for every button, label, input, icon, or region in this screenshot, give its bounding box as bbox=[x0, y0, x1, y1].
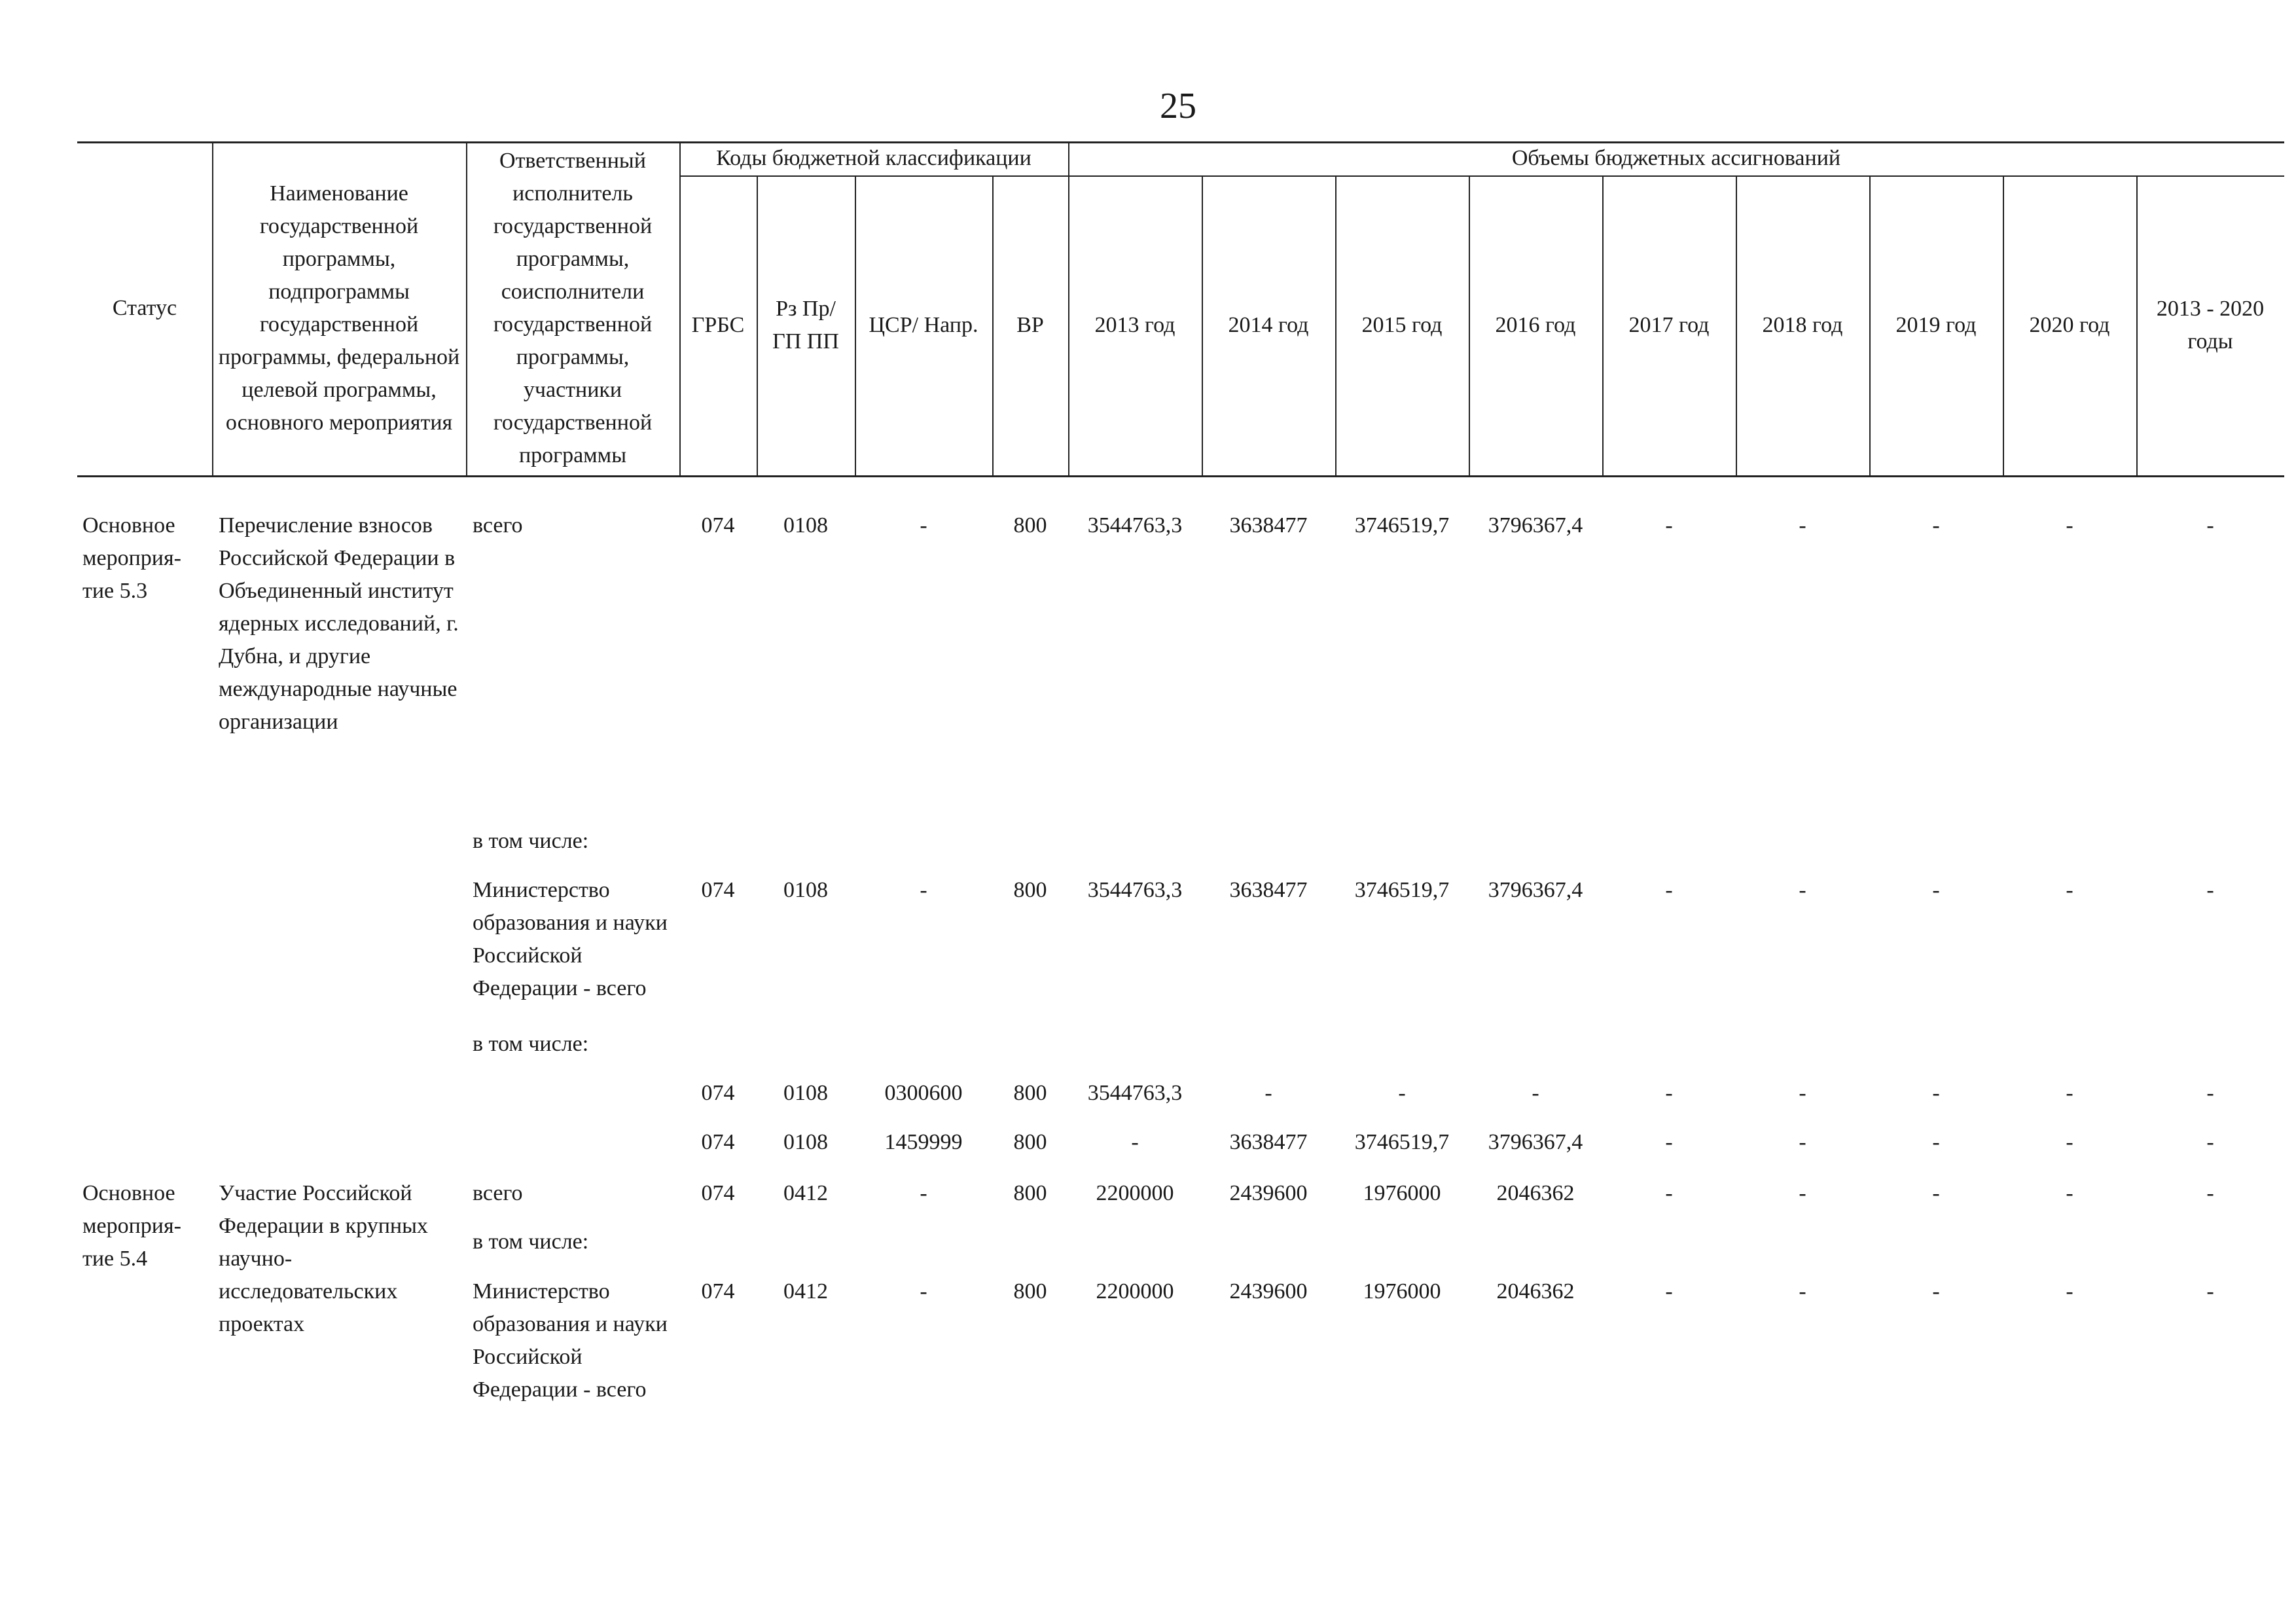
row-csr: - bbox=[920, 878, 927, 902]
row-value: 3544763,3 bbox=[1087, 1081, 1183, 1105]
header-grbs: ГРБС bbox=[691, 313, 745, 337]
row-csr: 0300600 bbox=[884, 1081, 963, 1105]
row-value: - bbox=[1932, 1081, 1940, 1105]
row-value: - bbox=[1932, 878, 1940, 902]
header-bottom-rule bbox=[77, 475, 2284, 477]
row-value: - bbox=[2206, 878, 2214, 902]
row-value: 3544763,3 bbox=[1087, 878, 1183, 902]
row-value: 3796367,4 bbox=[1488, 1130, 1583, 1154]
row-vr: 800 bbox=[1013, 1081, 1047, 1105]
row-value: 3746519,7 bbox=[1354, 878, 1450, 902]
header-vr: ВР bbox=[1016, 313, 1044, 337]
row-value: - bbox=[2066, 1279, 2073, 1304]
row-value: 2200000 bbox=[1096, 1181, 1174, 1205]
row-value: - bbox=[2066, 513, 2073, 538]
row-value: - bbox=[1799, 878, 1806, 902]
row-value: - bbox=[1665, 1181, 1673, 1205]
header-year: 2018 год bbox=[1762, 313, 1843, 337]
header-year: 2015 год bbox=[1361, 313, 1443, 337]
header-divider bbox=[466, 141, 467, 475]
row-executor: Министерство образования и науки Российской Федерации - всего bbox=[473, 1279, 668, 1402]
header-year: 2013 год bbox=[1094, 313, 1175, 337]
header-year: 2013 - 2020 годы bbox=[2156, 297, 2265, 354]
header-year: 2019 год bbox=[1895, 313, 1977, 337]
row-value: 3638477 bbox=[1229, 1130, 1308, 1154]
row-value: 3796367,4 bbox=[1488, 513, 1583, 538]
row-value: - bbox=[1932, 1279, 1940, 1304]
header-year: 2020 год bbox=[2029, 313, 2110, 337]
row-rzpr: 0108 bbox=[783, 1081, 828, 1105]
header-divider bbox=[757, 175, 758, 475]
row-vr: 800 bbox=[1013, 513, 1047, 538]
row-csr: - bbox=[920, 513, 927, 538]
row-executor: всего bbox=[473, 1181, 523, 1205]
header-divider bbox=[1202, 175, 1203, 475]
row-executor: всего bbox=[473, 513, 523, 538]
row-value: - bbox=[2206, 1130, 2214, 1154]
row-value: - bbox=[2066, 1130, 2073, 1154]
header-csr: ЦСР/ Напр. bbox=[869, 313, 978, 337]
header-volumes-group: Объемы бюджетных ассигнований bbox=[1511, 146, 1841, 170]
row-rzpr: 0108 bbox=[783, 513, 828, 538]
row-rzpr: 0412 bbox=[783, 1181, 828, 1205]
header-divider bbox=[1602, 175, 1604, 475]
row-value: - bbox=[1665, 1279, 1673, 1304]
header-divider bbox=[1068, 141, 1069, 475]
row-csr: 1459999 bbox=[884, 1130, 963, 1154]
header-divider bbox=[1736, 175, 1737, 475]
row-value: - bbox=[1665, 513, 1673, 538]
row-value: - bbox=[1932, 513, 1940, 538]
row-value: 3544763,3 bbox=[1087, 513, 1183, 538]
row-value: 2439600 bbox=[1229, 1181, 1308, 1205]
row-value: - bbox=[1265, 1081, 1272, 1105]
header-divider bbox=[855, 175, 856, 475]
header-divider bbox=[992, 175, 994, 475]
row-value: - bbox=[2066, 878, 2073, 902]
row-csr: - bbox=[920, 1181, 927, 1205]
row-value: - bbox=[2206, 1279, 2214, 1304]
header-divider bbox=[2136, 175, 2138, 475]
row-executor: в том числе: bbox=[473, 1230, 589, 1254]
row-value: - bbox=[1932, 1181, 1940, 1205]
row-executor: в том числе: bbox=[473, 1032, 589, 1056]
header-year: 2017 год bbox=[1628, 313, 1710, 337]
row-value: - bbox=[1799, 513, 1806, 538]
row-vr: 800 bbox=[1013, 1181, 1047, 1205]
row-value: - bbox=[1532, 1081, 1539, 1105]
row-executor: в том числе: bbox=[473, 829, 589, 853]
row-name: Участие Российской Федерации в крупных научно- исследовательских проектах bbox=[219, 1181, 428, 1336]
header-divider bbox=[1469, 175, 1470, 475]
header-status: Статус bbox=[112, 296, 177, 320]
row-value: 3746519,7 bbox=[1354, 513, 1450, 538]
row-value: 2200000 bbox=[1096, 1279, 1174, 1304]
row-rzpr: 0108 bbox=[783, 1130, 828, 1154]
row-value: 2439600 bbox=[1229, 1279, 1308, 1304]
row-name: Перечисление взносов Российской Федерации в Объединенный институт ядерных исследований, г. Дубна, и другие международные научные организации bbox=[219, 513, 459, 734]
header-codes-group: Коды бюджетной классификации bbox=[716, 146, 1031, 170]
row-value: - bbox=[2206, 1181, 2214, 1205]
row-value: - bbox=[2066, 1081, 2073, 1105]
row-executor: Министерство образования и науки Российской Федерации - всего bbox=[473, 878, 668, 1000]
row-grbs: 074 bbox=[701, 1081, 735, 1105]
row-rzpr: 0412 bbox=[783, 1279, 828, 1304]
row-status: Основное мероприя- тие 5.4 bbox=[82, 1181, 181, 1271]
header-year: 2016 год bbox=[1495, 313, 1576, 337]
row-value: - bbox=[1799, 1130, 1806, 1154]
header-executor: Ответственный исполнитель государственной программы, соисполнители государственной программы, участники государственной программы bbox=[493, 149, 653, 467]
header-divider bbox=[2003, 175, 2004, 475]
header-divider bbox=[1869, 175, 1871, 475]
row-value: - bbox=[1665, 1081, 1673, 1105]
row-grbs: 074 bbox=[701, 1130, 735, 1154]
row-grbs: 074 bbox=[701, 513, 735, 538]
row-grbs: 074 bbox=[701, 1279, 735, 1304]
row-value: - bbox=[1665, 878, 1673, 902]
header-divider bbox=[212, 141, 213, 475]
header-divider bbox=[679, 141, 681, 475]
row-value: 2046362 bbox=[1496, 1279, 1575, 1304]
row-rzpr: 0108 bbox=[783, 878, 828, 902]
row-value: 1976000 bbox=[1363, 1181, 1441, 1205]
row-value: - bbox=[1398, 1081, 1406, 1105]
row-status: Основное мероприя- тие 5.3 bbox=[82, 513, 181, 603]
header-year: 2014 год bbox=[1228, 313, 1309, 337]
row-value: 2046362 bbox=[1496, 1181, 1575, 1205]
row-grbs: 074 bbox=[701, 1181, 735, 1205]
row-value: - bbox=[1799, 1279, 1806, 1304]
row-value: 3746519,7 bbox=[1354, 1130, 1450, 1154]
row-value: - bbox=[1799, 1181, 1806, 1205]
row-csr: - bbox=[920, 1279, 927, 1304]
row-value: - bbox=[1932, 1130, 1940, 1154]
row-value: - bbox=[2206, 1081, 2214, 1105]
row-value: - bbox=[2066, 1181, 2073, 1205]
header-rzpr: Рз Пр/ ГП ПП bbox=[772, 297, 839, 354]
page-number: 25 bbox=[1160, 86, 1196, 126]
row-vr: 800 bbox=[1013, 1130, 1047, 1154]
header-divider bbox=[1335, 175, 1336, 475]
row-value: 1976000 bbox=[1363, 1279, 1441, 1304]
row-value: 3638477 bbox=[1229, 513, 1308, 538]
row-value: - bbox=[2206, 513, 2214, 538]
row-grbs: 074 bbox=[701, 878, 735, 902]
row-value: 3638477 bbox=[1229, 878, 1308, 902]
row-vr: 800 bbox=[1013, 878, 1047, 902]
row-value: - bbox=[1799, 1081, 1806, 1105]
row-value: - bbox=[1131, 1130, 1139, 1154]
row-vr: 800 bbox=[1013, 1279, 1047, 1304]
row-value: - bbox=[1665, 1130, 1673, 1154]
row-value: 3796367,4 bbox=[1488, 878, 1583, 902]
header-name: Наименование государственной программы, подпрограммы государственной программы, федеральной целевой программы, основного мероприятия bbox=[218, 181, 460, 435]
